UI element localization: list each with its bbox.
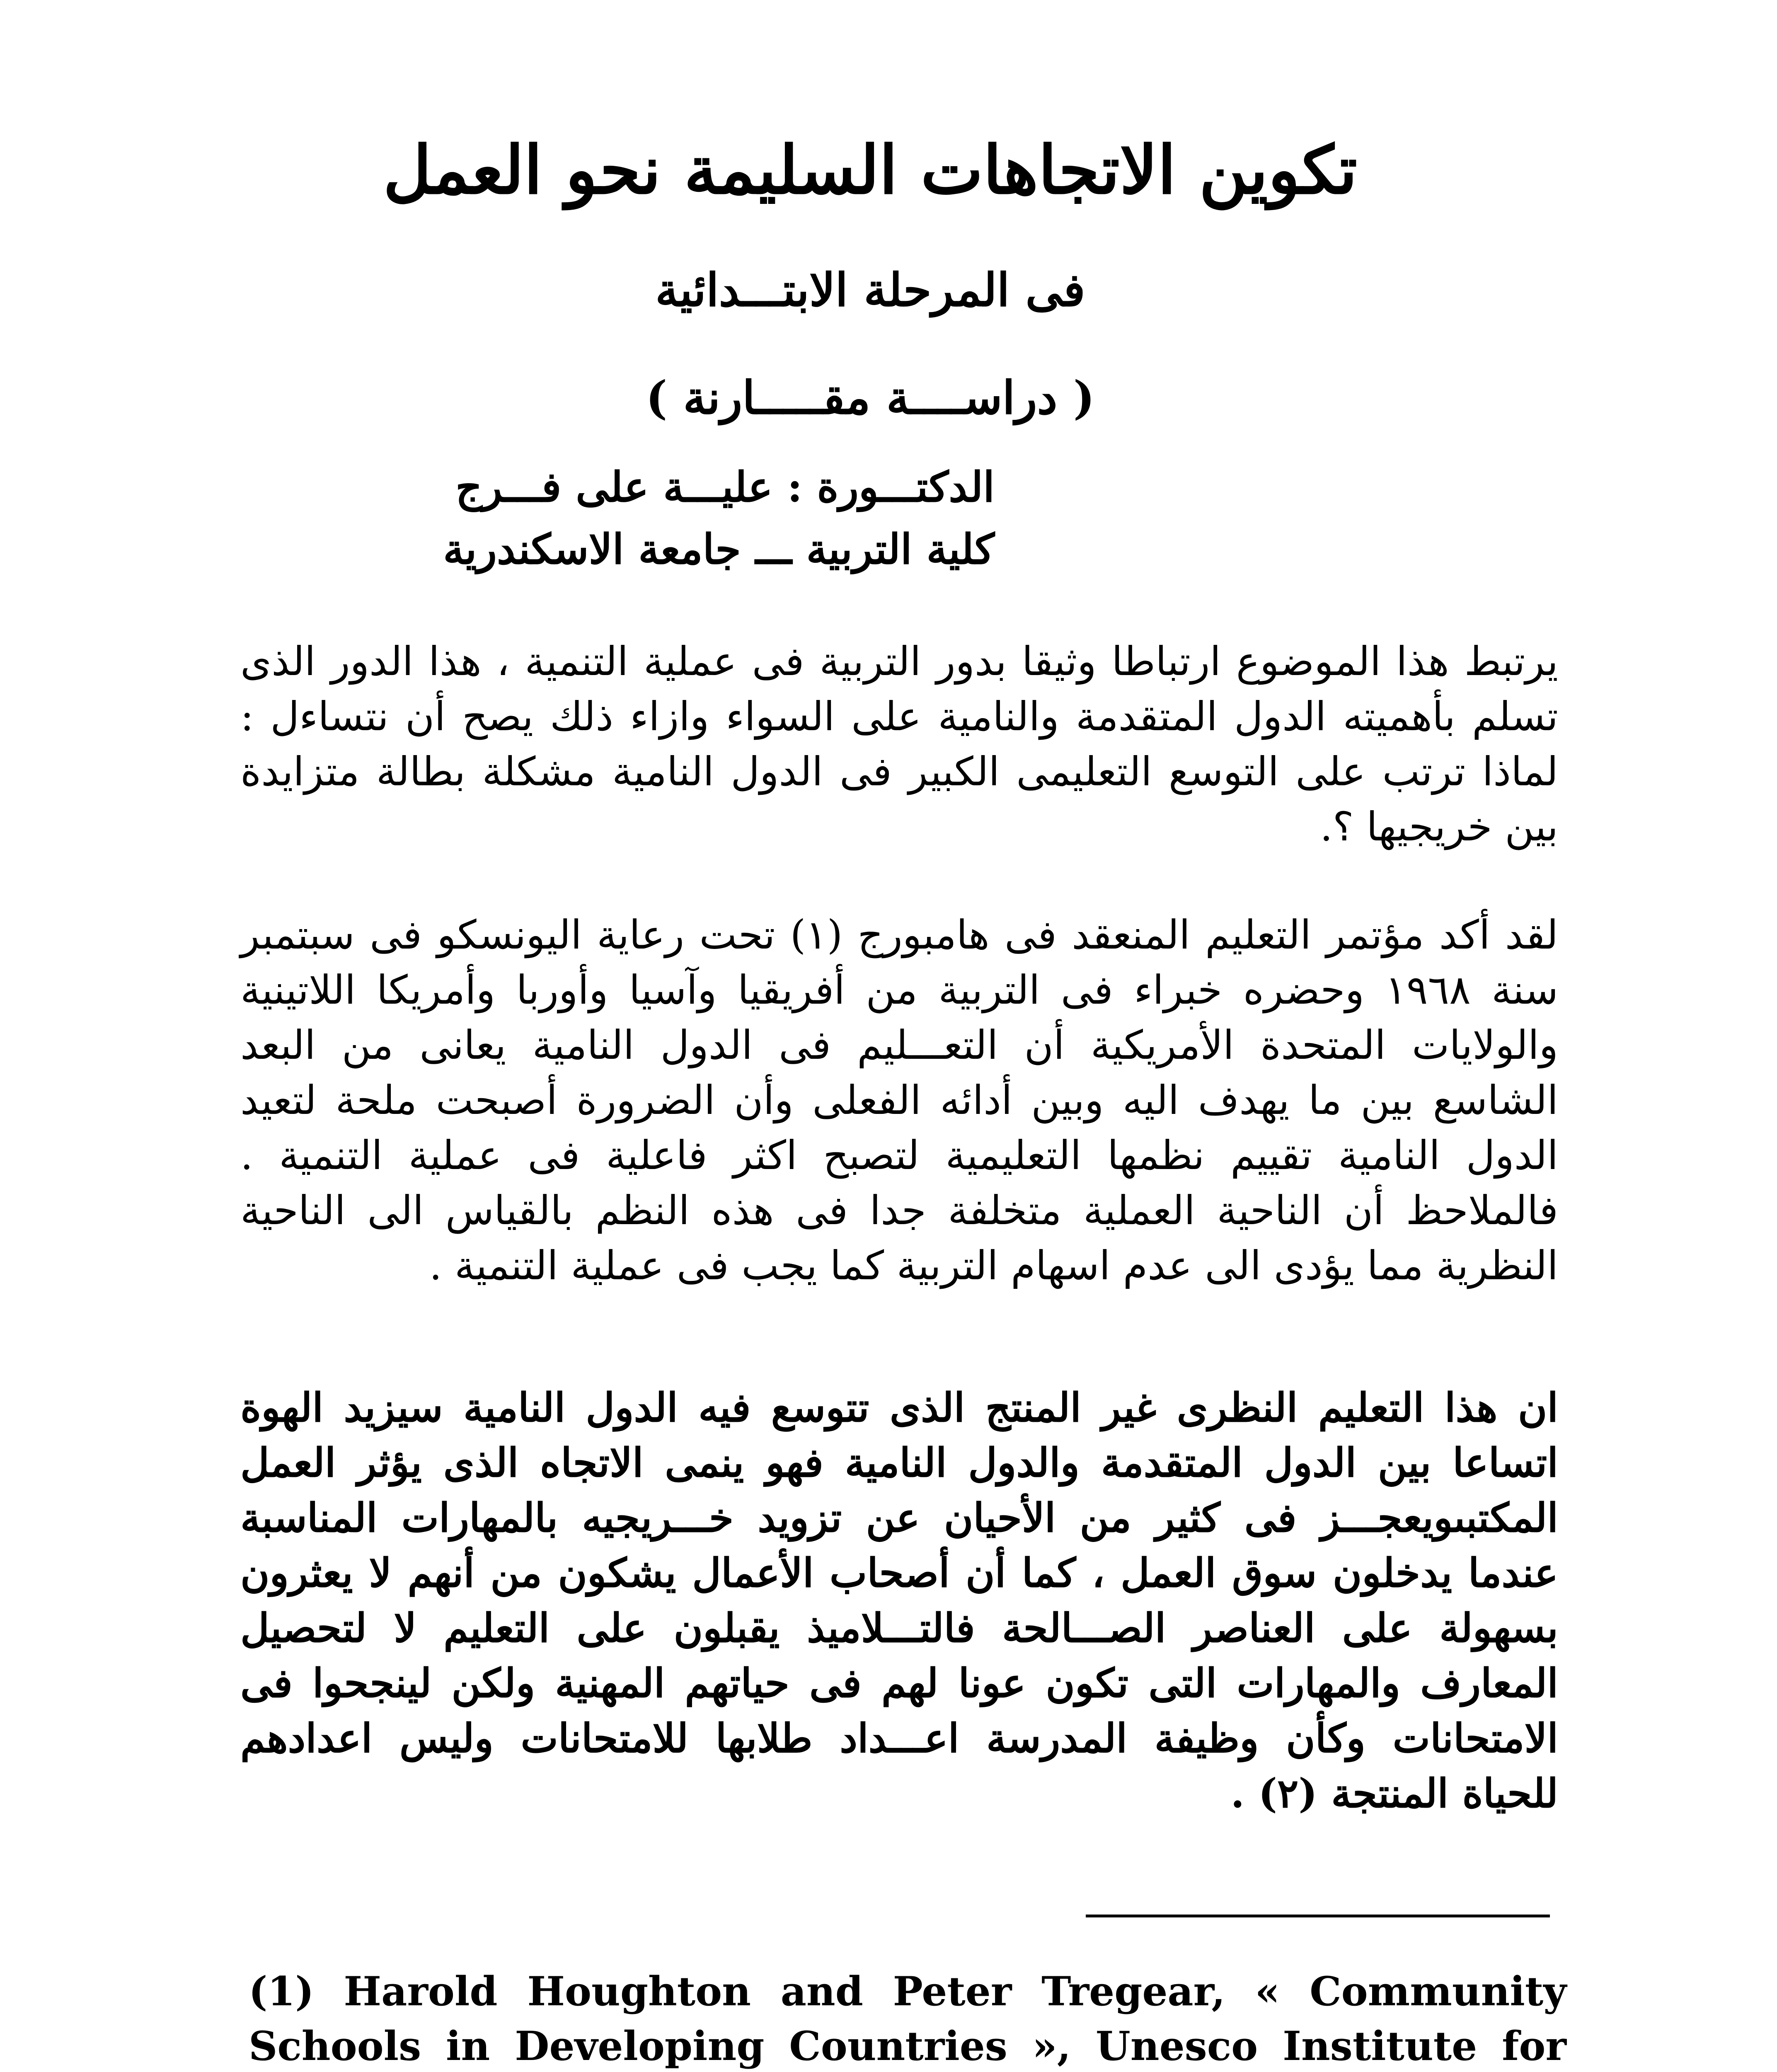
author-name: الدكتـــورة : عليـــة على فـــرج bbox=[455, 462, 995, 511]
footnote-separator bbox=[1086, 1915, 1550, 1917]
study-type: ( دراســــة مقـــــارنة ) bbox=[646, 371, 1095, 424]
footnote-1: (1) Harold Houghton and Peter Tregear, « Community Schools in Developing Countries », Unesco Institute for bbox=[249, 1968, 1566, 2070]
author-block bbox=[290, 456, 995, 580]
author-affiliation: كلية التربية ـــ جامعة الاسكندرية bbox=[443, 525, 995, 574]
article-title: تكوين الاتجاهات السليمة نحو العمل bbox=[383, 131, 1358, 209]
body-paragraph-1: يرتبط هذا الموضوع ارتباطا وثيقا بدور التربية فى عملية التنمية ، هذا الدور الذى تسلم بأهميته الدول المتقدمة والنامية على السواء وازاء ذلك يصح أن نتساءل : لماذا ترتب على التوسع التعليمى الكبير فى الدول النامية مشكلة بطالة متزايدة بين خريجيها ؟. bbox=[240, 638, 1559, 850]
article-subtitle: فى المرحلة الابتـــدائية bbox=[655, 263, 1085, 317]
body-paragraph-2: لقد أكد مؤتمر التعليم المنعقد فى هامبورج (١) تحت رعاية اليونسكو فى سبتمبر سنة ١٩٦٨ وحضره خبراء فى التربية من أفريقيا وآسيا وأوربا وأمريكا اللاتينية والولايات المتحدة الأمريكية أن التعـــليم فى الدول النامية يعانى من البعد الشاسع بين ما يهدف اليه وبين أدائه الفعلى وأن الضرورة أصبحت ملحة لتعيد الدول النامية تقييم نظمها التعليمية لتصبح اكثر فاعلية فى عملية التنمية . فالملاحظ أن الناحية العملية متخلفة جدا فى هذه النظم بالقياس الى الناحية النظرية مما يؤدى الى عدم اسهام التربية كما يجب فى عملية التنمية . bbox=[240, 912, 1559, 1289]
body-paragraph-3: ان هذا التعليم النظرى غير المنتج الذى تتوسع فيه الدول النامية سيزيد الهوة اتساعا بين الدول المتقدمة والدول النامية فهو ينمى الاتجاه الذى يؤثر العمل المكتبىويعجـــز فى كثير من الأحيان عن تزويد خـــريجيه بالمهارات المناسبة عندما يدخلون سوق العمل ، كما أن أصحاب الأعمال يشكون من أنهم لا يعثرون بسهولة على العناصر الصـــالحة فالتـــلاميذ يقبلون على التعليم لا لتحصيل المعارف والمهارات التى تكون عونا لهم فى حياتهم المهنية ولكن لينجحوا فى الامتحانات وكأن وظيفة المدرسة اعـــداد طلابها للامتحانات وليس اعدادهم للحياة المنتجة (٢) . bbox=[240, 1384, 1559, 1817]
